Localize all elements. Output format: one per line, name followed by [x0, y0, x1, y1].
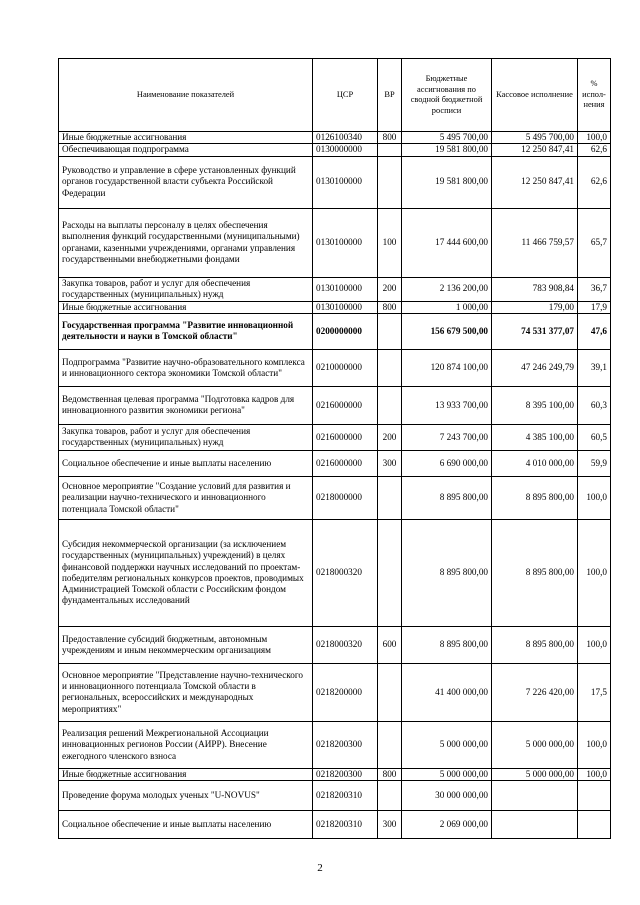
- cell-name: Реализация решений Межрегиональной Ассоциации инновационных регионов России (АИРР). Внесение ежегодного членского взноса: [59, 721, 313, 768]
- table-row: [59, 277, 611, 301]
- table-header-row: [59, 59, 611, 132]
- cell-vr: 200: [378, 277, 402, 301]
- table-row: [59, 386, 611, 424]
- cell-vr: [378, 144, 402, 156]
- cell-csr: 0218200310: [313, 781, 378, 811]
- cell-pct: 60,5: [578, 424, 611, 450]
- cell-pct: 100,0: [578, 132, 611, 144]
- cell-budget: 2 069 000,00: [402, 811, 492, 839]
- cell-csr: 0210000000: [313, 349, 378, 386]
- cell-csr: 0126100340: [313, 132, 378, 144]
- cell-pct: 60,3: [578, 386, 611, 424]
- cell-pct: 59,9: [578, 450, 611, 476]
- cell-cash: 7 226 420,00: [492, 663, 578, 721]
- cell-name: Руководство и управление в сфере установленных функций органов государственной власти субъекта Российской Федерации: [59, 156, 313, 208]
- cell-csr: 0218200300: [313, 768, 378, 780]
- cell-pct: 100,0: [578, 519, 611, 626]
- cell-cash: 4 385 100,00: [492, 424, 578, 450]
- cell-csr: 0216000000: [313, 424, 378, 450]
- header-vr: ВР: [378, 59, 402, 132]
- table-row: [59, 476, 611, 519]
- cell-pct: 100,0: [578, 768, 611, 780]
- cell-csr: 0130100000: [313, 208, 378, 277]
- cell-pct: 17,5: [578, 663, 611, 721]
- cell-budget: 1 000,00: [402, 301, 492, 313]
- cell-budget: 8 895 800,00: [402, 476, 492, 519]
- cell-budget: 2 136 200,00: [402, 277, 492, 301]
- header-pct: % испол-нения: [578, 59, 611, 132]
- header-budget: Бюджетные ассигнования по сводной бюджетной росписи: [402, 59, 492, 132]
- cell-name: Иные бюджетные ассигнования: [59, 132, 313, 144]
- cell-vr: [378, 476, 402, 519]
- cell-budget: 19 581 800,00: [402, 144, 492, 156]
- cell-cash: 783 908,84: [492, 277, 578, 301]
- cell-pct: 100,0: [578, 476, 611, 519]
- table-row: [59, 132, 611, 144]
- cell-budget: 19 581 800,00: [402, 156, 492, 208]
- cell-cash: [492, 781, 578, 811]
- cell-pct: [578, 781, 611, 811]
- cell-budget: 30 000 000,00: [402, 781, 492, 811]
- cell-cash: 8 395 100,00: [492, 386, 578, 424]
- page-number: 2: [317, 862, 323, 874]
- cell-name: Государственная программа "Развитие инновационной деятельности и науки в Томской области": [59, 313, 313, 349]
- table-row: [59, 144, 611, 156]
- cell-name: Закупка товаров, работ и услуг для обеспечения государственных (муниципальных) нужд: [59, 277, 313, 301]
- cell-cash: 12 250 847,41: [492, 144, 578, 156]
- cell-csr: 0218200310: [313, 811, 378, 839]
- table-row: [59, 781, 611, 811]
- cell-name: Социальное обеспечение и иные выплаты населению: [59, 450, 313, 476]
- cell-cash: 5 000 000,00: [492, 768, 578, 780]
- cell-cash: 5 000 000,00: [492, 721, 578, 768]
- cell-cash: 8 895 800,00: [492, 476, 578, 519]
- table-row: [59, 663, 611, 721]
- cell-name: Иные бюджетные ассигнования: [59, 301, 313, 313]
- cell-vr: 600: [378, 626, 402, 663]
- cell-name: Расходы на выплаты персоналу в целях обеспечения выполнения функций государственными (муниципальными) органами, казенными учреждениями, органами управления государственными внебюджетными фондами: [59, 208, 313, 277]
- table-row: [59, 424, 611, 450]
- cell-vr: [378, 313, 402, 349]
- cell-pct: 62,6: [578, 144, 611, 156]
- cell-vr: [378, 781, 402, 811]
- cell-csr: 0218000320: [313, 519, 378, 626]
- cell-budget: 5 000 000,00: [402, 768, 492, 780]
- cell-cash: 74 531 377,07: [492, 313, 578, 349]
- cell-name: Проведение форума молодых ученых "U-NOVUS": [59, 781, 313, 811]
- table-row: [59, 626, 611, 663]
- cell-vr: [378, 349, 402, 386]
- table-row: [59, 721, 611, 768]
- cell-pct: 100,0: [578, 626, 611, 663]
- cell-budget: 120 874 100,00: [402, 349, 492, 386]
- cell-budget: 17 444 600,00: [402, 208, 492, 277]
- cell-vr: 800: [378, 768, 402, 780]
- table-row: [59, 349, 611, 386]
- cell-pct: 65,7: [578, 208, 611, 277]
- table-row: [59, 768, 611, 780]
- table-row: [59, 156, 611, 208]
- cell-pct: [578, 811, 611, 839]
- cell-name: Ведомственная целевая программа "Подготовка кадров для инновационного развития экономики региона": [59, 386, 313, 424]
- cell-vr: [378, 386, 402, 424]
- cell-vr: [378, 663, 402, 721]
- cell-name: Предоставление субсидий бюджетным, автономным учреждениям и иным некоммерческим организациям: [59, 626, 313, 663]
- cell-budget: 8 895 800,00: [402, 519, 492, 626]
- cell-budget: 6 690 000,00: [402, 450, 492, 476]
- cell-vr: 100: [378, 208, 402, 277]
- cell-csr: 0216000000: [313, 386, 378, 424]
- cell-name: Иные бюджетные ассигнования: [59, 768, 313, 780]
- cell-csr: 0130100000: [313, 301, 378, 313]
- cell-vr: 800: [378, 301, 402, 313]
- cell-pct: 36,7: [578, 277, 611, 301]
- table-row: [59, 301, 611, 313]
- cell-budget: 13 933 700,00: [402, 386, 492, 424]
- cell-csr: 0130000000: [313, 144, 378, 156]
- table-row: [59, 450, 611, 476]
- table-row: [59, 519, 611, 626]
- cell-name: Подпрограмма "Развитие научно-образовательного комплекса и инновационного сектора экономики Томской области": [59, 349, 313, 386]
- cell-budget: 7 243 700,00: [402, 424, 492, 450]
- cell-budget: 5 000 000,00: [402, 721, 492, 768]
- table-row: [59, 208, 611, 277]
- cell-vr: 300: [378, 811, 402, 839]
- cell-cash: 179,00: [492, 301, 578, 313]
- cell-cash: [492, 811, 578, 839]
- cell-pct: 47,6: [578, 313, 611, 349]
- cell-pct: 100,0: [578, 721, 611, 768]
- cell-name: Основное мероприятие "Представление научно-технического и инновационного потенциала Томской области в региональных, всероссийских и международных мероприятиях": [59, 663, 313, 721]
- cell-name: Обеспечивающая подпрограмма: [59, 144, 313, 156]
- cell-csr: 0218200300: [313, 721, 378, 768]
- header-name: Наименование показателей: [59, 59, 313, 132]
- cell-budget: 5 495 700,00: [402, 132, 492, 144]
- cell-csr: 0200000000: [313, 313, 378, 349]
- cell-name: Основное мероприятие "Создание условий для развития и реализации научно-технического и инновационного потенциала Томской области": [59, 476, 313, 519]
- cell-csr: 0130100000: [313, 156, 378, 208]
- cell-csr: 0216000000: [313, 450, 378, 476]
- cell-name: Социальное обеспечение и иные выплаты населению: [59, 811, 313, 839]
- cell-vr: [378, 721, 402, 768]
- table-row: [59, 811, 611, 839]
- cell-csr: 0218000320: [313, 626, 378, 663]
- header-csr: ЦСР: [313, 59, 378, 132]
- cell-cash: 47 246 249,79: [492, 349, 578, 386]
- table-body: [59, 132, 611, 839]
- header-cash: Кассовое исполнение: [492, 59, 578, 132]
- cell-vr: 800: [378, 132, 402, 144]
- cell-name: Субсидия некоммерческой организации (за исключением государственных (муниципальных) учреждений) в целях финансовой поддержки научных исследований по проектам-победителям региональных конкурсов проектов, проводимых Администрацией Томской области с Российским фондом фундаментальных исследований: [59, 519, 313, 626]
- cell-pct: 39,1: [578, 349, 611, 386]
- cell-cash: 11 466 759,57: [492, 208, 578, 277]
- cell-cash: 4 010 000,00: [492, 450, 578, 476]
- cell-cash: 8 895 800,00: [492, 519, 578, 626]
- cell-cash: 5 495 700,00: [492, 132, 578, 144]
- table-row: [59, 313, 611, 349]
- cell-budget: 41 400 000,00: [402, 663, 492, 721]
- cell-name: Закупка товаров, работ и услуг для обеспечения государственных (муниципальных) нужд: [59, 424, 313, 450]
- budget-execution-table: [58, 58, 611, 839]
- cell-cash: 8 895 800,00: [492, 626, 578, 663]
- cell-vr: [378, 519, 402, 626]
- cell-csr: 0218000000: [313, 476, 378, 519]
- cell-csr: 0130100000: [313, 277, 378, 301]
- cell-vr: [378, 156, 402, 208]
- cell-pct: 62,6: [578, 156, 611, 208]
- cell-budget: 156 679 500,00: [402, 313, 492, 349]
- cell-pct: 17,9: [578, 301, 611, 313]
- cell-vr: 300: [378, 450, 402, 476]
- cell-cash: 12 250 847,41: [492, 156, 578, 208]
- cell-vr: 200: [378, 424, 402, 450]
- cell-csr: 0218200000: [313, 663, 378, 721]
- cell-budget: 8 895 800,00: [402, 626, 492, 663]
